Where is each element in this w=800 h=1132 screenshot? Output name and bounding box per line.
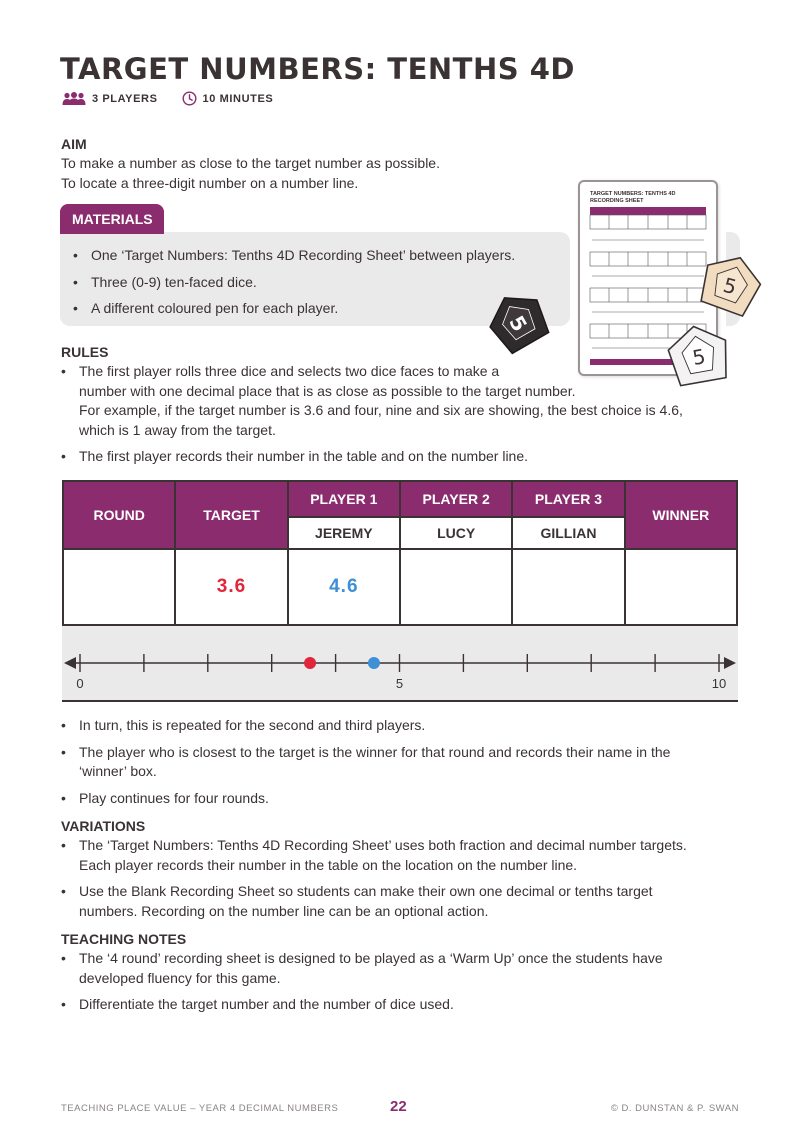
winner-cell xyxy=(625,549,737,625)
player-2-value xyxy=(400,549,512,625)
number-line-point xyxy=(304,657,316,669)
aim-heading: AIM xyxy=(61,136,87,152)
page-title: TARGET NUMBERS: TENTHS 4D xyxy=(60,52,575,86)
player-1-header: PLAYER 1 xyxy=(288,481,400,517)
die-face: 5 xyxy=(720,272,740,300)
variations-item xyxy=(60,882,750,921)
duration: 10 MINUTES xyxy=(202,92,274,105)
winner-header: WINNER xyxy=(625,481,737,549)
rules-line: For example, if the target number is 3.6 and four, nine and six are showing, the best choice is 4.6, xyxy=(79,402,683,418)
number-line-label: 10 xyxy=(711,676,727,691)
round-cell xyxy=(63,549,175,625)
rules-item xyxy=(60,362,750,440)
player-2-name: LUCY xyxy=(400,517,512,549)
rules-line: • The first player rolls three dice and selects two dice faces to make a xyxy=(79,363,500,379)
variations-line: numbers. Recording on the number line can be an optional action. xyxy=(79,902,489,919)
variations-line: • Use the Blank Recording Sheet so students can make their own one decimal or tenths target xyxy=(79,883,653,899)
example-score-table xyxy=(62,480,738,626)
rules-line: which is 1 away from the target. xyxy=(79,421,276,438)
materials-item: • One ‘Target Numbers: Tenths 4D Recording Sheet’ between players. xyxy=(72,246,572,266)
teaching-notes-line: • The ‘4 round’ recording sheet is designed to be played as a ‘Warm Up’ once the students have xyxy=(79,950,663,966)
player-3-header: PLAYER 3 xyxy=(512,481,624,517)
variations-heading: VARIATIONS xyxy=(61,818,146,834)
rules-heading: RULES xyxy=(61,344,109,360)
teaching-notes-list xyxy=(60,949,750,1015)
sheet-title: TARGET NUMBERS: TENTHS 4D xyxy=(590,191,676,197)
dice-icon xyxy=(696,252,764,320)
number-line-panel xyxy=(62,626,738,702)
player-3-name: GILLIAN xyxy=(512,517,624,549)
rules-item xyxy=(60,716,750,736)
round-header: ROUND xyxy=(63,481,175,549)
number-line-point xyxy=(368,657,380,669)
rules-line: number with one decimal place that is as close as possible to the target number. xyxy=(79,382,576,399)
rules-list xyxy=(60,362,750,467)
rules-line: • The player who is closest to the target is the winner for that round and records their name in the xyxy=(79,743,671,760)
rules-list-continued xyxy=(60,716,750,808)
rules-line: ‘winner’ box. xyxy=(79,763,157,779)
variations-list xyxy=(60,836,750,921)
people-icon xyxy=(62,92,86,106)
number-line-label: 0 xyxy=(76,676,84,691)
materials-heading: MATERIALS xyxy=(60,204,164,234)
player-1-value: 4.6 xyxy=(288,549,400,625)
rules-item xyxy=(60,789,750,809)
aim-line-2: To locate a three-digit number on a number line. xyxy=(61,175,359,191)
footer-copyright: © D. DUNSTAN & P. SWAN xyxy=(610,1103,739,1114)
teaching-notes-heading: TEACHING NOTES xyxy=(61,931,187,947)
number-line-label: 5 xyxy=(395,676,404,691)
number-line xyxy=(62,626,738,700)
materials-item: • Three (0-9) ten-faced dice. xyxy=(72,273,572,293)
game-meta xyxy=(62,91,273,106)
player-2-header: PLAYER 2 xyxy=(400,481,512,517)
rules-item xyxy=(60,743,750,782)
dice-icon xyxy=(486,290,552,356)
sheet-subtitle: RECORDING SHEET xyxy=(590,198,644,204)
rules-item xyxy=(60,447,750,467)
rules-line: • Play continues for four rounds. xyxy=(79,789,269,806)
clock-icon xyxy=(182,91,197,106)
rules-line: • In turn, this is repeated for the second and third players. xyxy=(79,717,426,733)
target-header: TARGET xyxy=(175,481,287,549)
target-value: 3.6 xyxy=(175,549,287,625)
die-face: 5 xyxy=(504,311,533,336)
page-number: 22 xyxy=(390,1098,407,1115)
aim-section xyxy=(61,135,440,193)
teaching-notes-item xyxy=(60,995,750,1015)
player-3-value xyxy=(512,549,624,625)
player-1-name: JEREMY xyxy=(288,517,400,549)
variations-line: Each player records their number in the table on the location on the number line. xyxy=(79,856,578,873)
teaching-notes-item xyxy=(60,949,750,988)
aim-line-1: To make a number as close to the target number as possible. xyxy=(61,155,440,171)
players-count: 3 PLAYERS xyxy=(92,92,158,105)
variations-line: • The ‘Target Numbers: Tenths 4D Recording Sheet’ uses both fraction and decimal number targets. xyxy=(79,837,687,853)
teaching-notes-line: • Differentiate the target number and the number of dice used. xyxy=(79,996,454,1012)
variations-item xyxy=(60,836,750,875)
die-face: 5 xyxy=(690,344,708,370)
materials-item: • A different coloured pen for each player. xyxy=(72,299,572,319)
teaching-notes-line: developed fluency for this game. xyxy=(79,969,281,986)
rules-line: • The first player records their number in the table and on the number line. xyxy=(79,448,529,464)
footer-series: TEACHING PLACE VALUE – YEAR 4 DECIMAL NUMBERS xyxy=(61,1103,339,1114)
